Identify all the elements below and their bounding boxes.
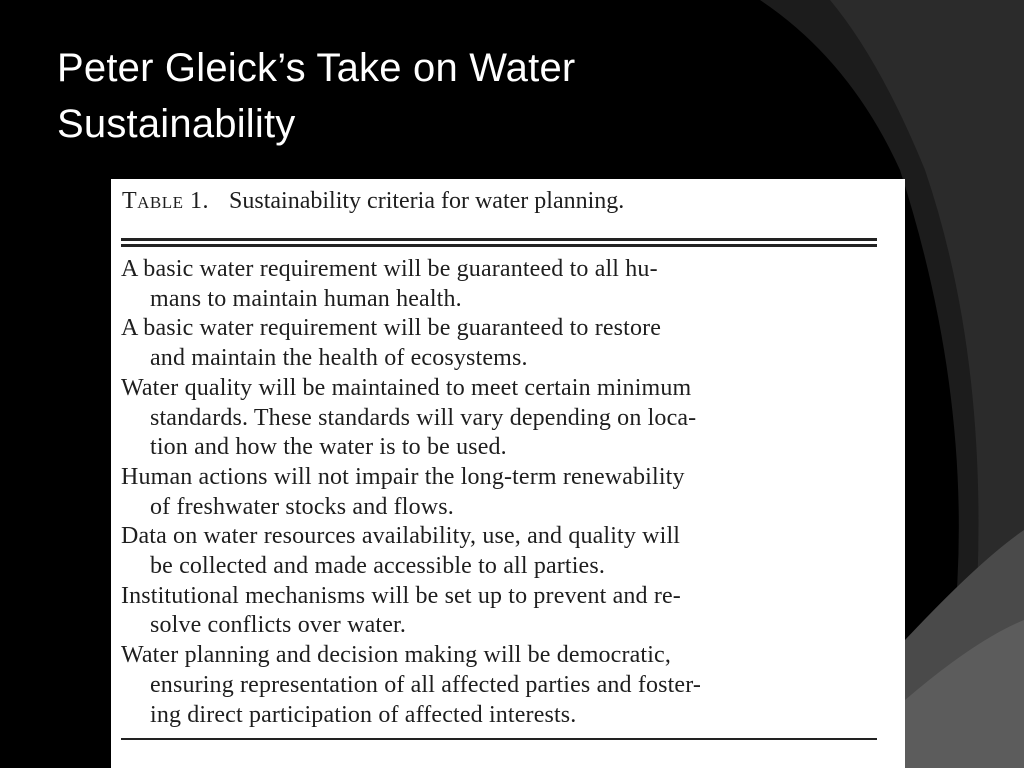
table-top-rule-second xyxy=(121,244,877,247)
criterion-data-access xyxy=(121,522,881,581)
table-caption xyxy=(122,186,624,216)
criterion-line: mans to maintain human health. xyxy=(150,285,462,312)
table-caption-text: Sustainability criteria for water planning. xyxy=(229,188,625,214)
criterion-ecosystem-need xyxy=(121,314,881,373)
criterion-line: standards. These standards will vary depending on loca- xyxy=(150,404,697,431)
criterion-renewability xyxy=(121,463,881,522)
criterion-line: of freshwater stocks and flows. xyxy=(150,493,454,520)
criteria-list xyxy=(121,255,881,730)
slide-title xyxy=(57,40,757,152)
criterion-line: Institutional mechanisms will be set up to prevent and re- xyxy=(121,582,681,609)
criterion-line: solve conflicts over water. xyxy=(150,612,406,639)
criterion-line: Data on water resources availability, use, and quality will xyxy=(121,523,681,550)
slide-title-line-1: Peter Gleick’s Take on Water xyxy=(57,46,576,90)
criterion-line: Water planning and decision making will be democratic, xyxy=(121,642,671,669)
criterion-line: ensuring representation of all affected parties and foster- xyxy=(150,671,702,698)
slide-title-line-2: Sustainability xyxy=(57,102,296,146)
criterion-line: Human actions will not impair the long-term renewability xyxy=(121,463,685,490)
criterion-water-quality xyxy=(121,374,881,463)
criterion-line: A basic water requirement will be guaranteed to restore xyxy=(121,315,662,342)
criterion-line: ing direct participation of affected interests. xyxy=(150,701,577,728)
criterion-conflict-resolution xyxy=(121,582,881,641)
criterion-democratic-planning xyxy=(121,641,881,730)
criterion-line: A basic water requirement will be guaranteed to all hu- xyxy=(121,256,658,282)
criterion-basic-human-need xyxy=(121,255,881,314)
sustainability-criteria-table xyxy=(111,179,905,768)
table-label: Table 1. xyxy=(122,188,210,214)
criterion-line: and maintain the health of ecosystems. xyxy=(150,345,528,372)
criterion-line: tion and how the water is to be used. xyxy=(150,434,507,461)
criterion-line: be collected and made accessible to all parties. xyxy=(150,553,605,580)
table-bottom-rule xyxy=(121,738,877,740)
criterion-line: Water quality will be maintained to meet certain minimum xyxy=(121,374,692,401)
table-top-rule xyxy=(121,238,877,241)
